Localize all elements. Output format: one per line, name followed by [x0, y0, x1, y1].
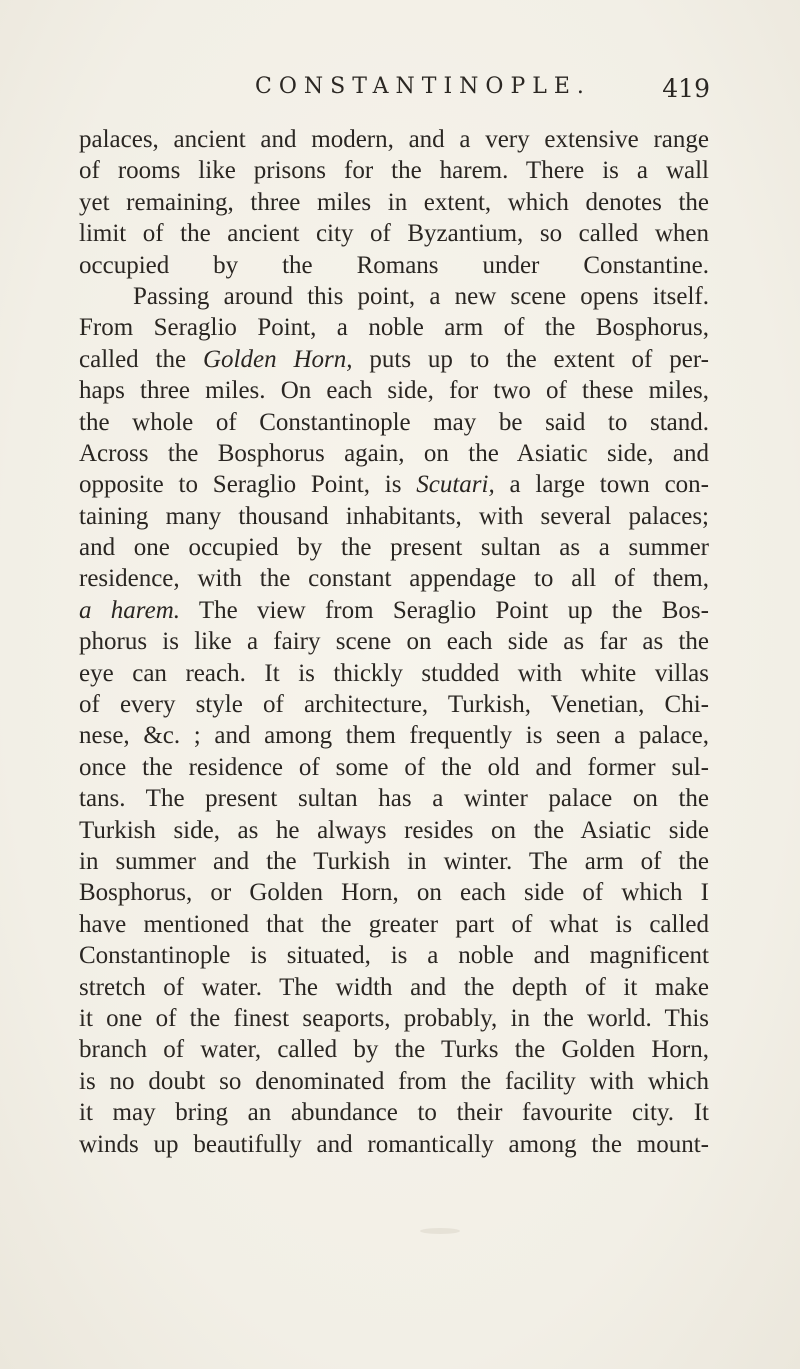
- text-line: [79, 783, 709, 814]
- text-run: of every style of architecture, Turkish, Venetian, Chi-: [79, 691, 709, 719]
- text-line: [79, 155, 709, 186]
- italic-text: Scutari,: [416, 471, 495, 499]
- text-line: [79, 940, 709, 971]
- text-line: [79, 375, 709, 406]
- text-run: yet remaining, three miles in extent, which denotes the: [79, 188, 709, 216]
- text-run: palaces, ancient and modern, and a very extensive range: [79, 126, 709, 153]
- paper-blemish: [420, 1228, 460, 1234]
- paragraph: [79, 124, 709, 281]
- text-run: tans. The present sultan has a winter palace on the: [79, 785, 709, 813]
- text-line: [79, 344, 709, 375]
- text-run: taining many thousand inhabitants, with several palaces;: [79, 502, 709, 530]
- italic-text: a harem.: [79, 596, 181, 624]
- text-run: winds up beautifully and romantically among the mount-: [79, 1130, 709, 1158]
- text-run: Constantinople is situated, is a noble and magnificent: [79, 942, 709, 970]
- text-line: [79, 626, 709, 657]
- text-run: the whole of Constantinople may be said to stand.: [79, 408, 709, 436]
- text-run: Passing around this point, a new scene opens itself.: [133, 282, 709, 310]
- text-run: nese, &c. ; and among them frequently is seen a palace,: [79, 722, 709, 750]
- text-line: [79, 281, 709, 312]
- text-line: [79, 1034, 709, 1065]
- text-line: [79, 720, 709, 751]
- running-head: [80, 74, 710, 106]
- text-line: [79, 1129, 709, 1160]
- text-line: [79, 595, 709, 626]
- paragraph: [79, 281, 709, 1160]
- text-run: it may bring an abundance to their favourite city. It: [79, 1099, 709, 1127]
- text-run: of rooms like prisons for the harem. There is a wall: [79, 157, 709, 185]
- text-line: [79, 972, 709, 1003]
- text-run: stretch of water. The width and the depth of it make: [79, 973, 709, 1001]
- text-run: branch of water, called by the Turks the Golden Horn,: [79, 1036, 709, 1064]
- text-line: [79, 438, 709, 469]
- text-run: The view from Seraglio Point up the Bos-: [180, 596, 709, 624]
- text-run: occupied by the Romans under Constantine.: [79, 251, 709, 279]
- text-run: called the: [79, 345, 203, 373]
- italic-text: Golden Horn,: [202, 345, 353, 373]
- text-line: [79, 532, 709, 563]
- text-run: From Seraglio Point, a noble arm of the Bosphorus,: [79, 314, 709, 342]
- text-run: haps three miles. On each side, for two of these miles,: [79, 377, 709, 405]
- text-run: have mentioned that the greater part of what is called: [79, 910, 709, 938]
- text-run: in summer and the Turkish in winter. The arm of the: [79, 847, 709, 875]
- text-run: once the residence of some of the old and former sul-: [79, 753, 709, 781]
- text-run: and one occupied by the present sultan as a summer: [79, 534, 709, 562]
- text-line: [79, 1097, 709, 1128]
- text-line: [79, 218, 709, 249]
- text-line: [79, 815, 709, 846]
- text-run: phorus is like a fairy scene on each side as far as the: [79, 628, 709, 656]
- text-line: [79, 877, 709, 908]
- text-run: residence, with the constant appendage to all of them,: [79, 565, 709, 593]
- text-run: Across the Bosphorus again, on the Asiatic side, and: [79, 439, 709, 467]
- page-number: 419: [662, 74, 710, 103]
- text-run: a large town con-: [494, 471, 709, 499]
- text-line: [79, 658, 709, 689]
- running-title: CONSTANTINOPLE.: [255, 74, 591, 99]
- text-line: [79, 563, 709, 594]
- text-line: [79, 501, 709, 532]
- text-line: [79, 752, 709, 783]
- text-line: [79, 909, 709, 940]
- text-run: puts up to the extent of per-: [352, 345, 709, 373]
- text-run: Turkish side, as he always resides on the Asiatic side: [79, 816, 709, 844]
- text-run: opposite to Seraglio Point, is: [79, 471, 417, 499]
- text-run: it one of the finest seaports, probably, in the world. This: [79, 1004, 709, 1032]
- text-line: [79, 1003, 709, 1034]
- text-line: [79, 250, 709, 281]
- text-run: Bosphorus, or Golden Horn, on each side of which I: [79, 879, 709, 907]
- text-line: [79, 689, 709, 720]
- text-line: [79, 312, 709, 343]
- text-line: [79, 1066, 709, 1097]
- text-line: [79, 846, 709, 877]
- body-text: [79, 124, 709, 1160]
- text-run: eye can reach. It is thickly studded with white villas: [79, 659, 709, 687]
- text-run: is no doubt so denominated from the facility with which: [79, 1067, 709, 1095]
- text-run: limit of the ancient city of Byzantium, so called when: [79, 220, 709, 248]
- text-line: [79, 469, 709, 500]
- text-line: [79, 187, 709, 218]
- text-line: [79, 407, 709, 438]
- text-line: [79, 124, 709, 155]
